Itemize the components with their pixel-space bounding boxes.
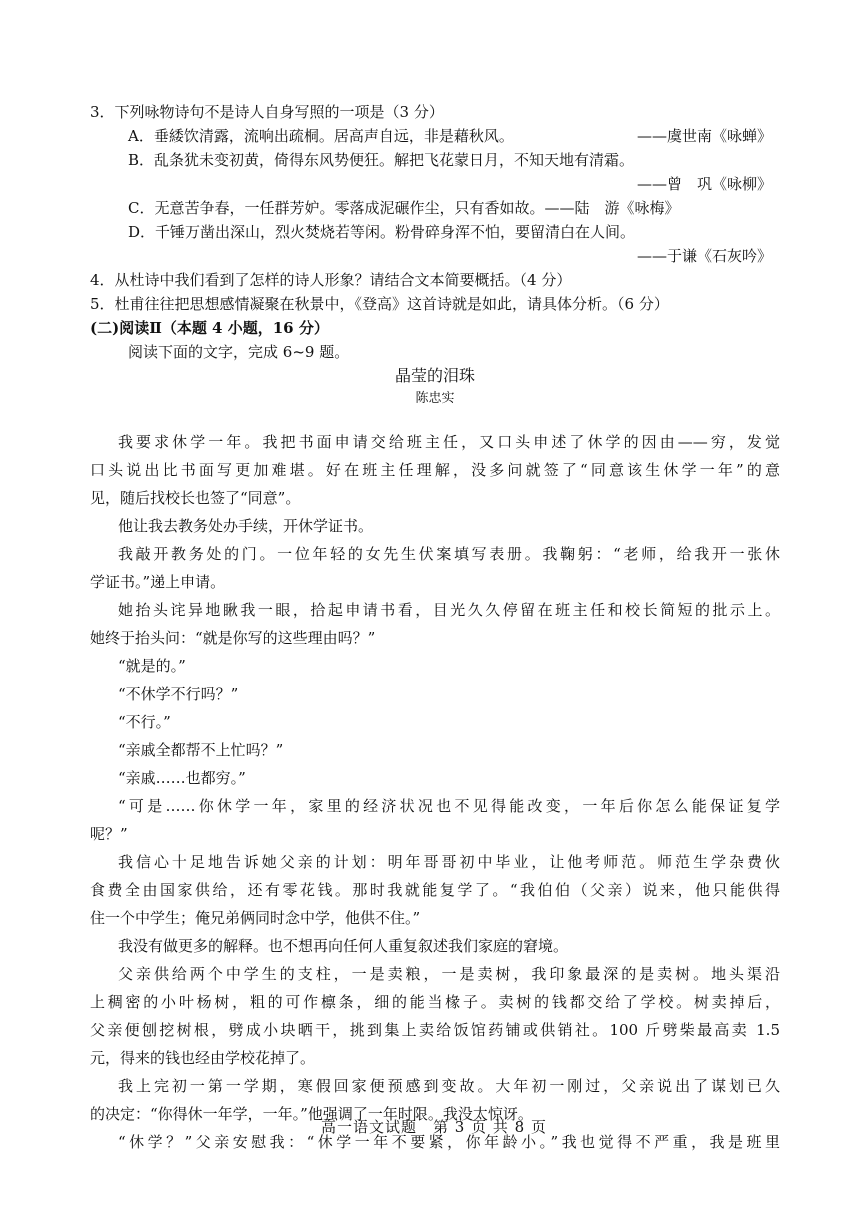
- option-a-source: ——虞世南《咏蝉》: [636, 127, 772, 145]
- paragraph-4: 她抬头诧异地瞅我一眼，拾起申请书看，目光久久停留在班主任和校长简短的批示上。 她终于抬头问：“就是你写的这些理由吗？”: [90, 601, 780, 647]
- question-4: 4．从杜诗中我们看到了怎样的诗人形象？请结合文本简要概括。（4 分）: [90, 271, 572, 289]
- option-b-source: ——曾 巩《咏柳》: [636, 175, 772, 193]
- question-3-stem: 3．下列咏物诗句不是诗人自身写照的一项是（3 分）: [90, 103, 444, 121]
- story-title: 晶莹的泪珠: [394, 366, 475, 385]
- section-instruction: 阅读下面的文字，完成 6~9 题。: [128, 343, 350, 361]
- section-heading: (二)阅读Ⅱ（本题 4 小题，16 分）: [90, 319, 329, 337]
- option-a-row: [90, 124, 780, 148]
- paragraph-9: 我上完初一第一学期，寒假回家便预感到变故。大年初一刚过，父亲说出了谋划已久 的决定：“你得休一年学，一年。”他强调了一年时限。我没太惊讶。: [90, 1077, 780, 1123]
- question-section: [90, 100, 780, 410]
- dialogue-2: “不休学不行吗？”: [118, 685, 239, 703]
- story-author: 陈忠实: [415, 391, 455, 406]
- dialogue-3: “不行。”: [118, 713, 171, 731]
- option-c: C．无意苦争春，一任群芳妒。零落成泥碾作尘，只有香如故。——陆 游《咏梅》: [128, 199, 680, 217]
- dialogue-5: “亲戚……也都穷。”: [118, 769, 246, 787]
- option-d-source: ——于谦《石灰吟》: [636, 247, 772, 265]
- paragraph-10: “休学？”父亲安慰我：“休学一年不要紧，你年龄小。”我也觉得不严重，我是班里: [118, 1133, 780, 1151]
- dialogue-1: “就是的。”: [118, 657, 186, 675]
- page-footer: 高一语文试题 第 3 页 共 8 页: [321, 1118, 547, 1136]
- paragraph-1: 我要求休学一年。我把书面申请交给班主任，又口头申述了休学的因由——穷，发觉 口头说出比书面写更加难堪。好在班主任理解，没多问就签了“同意该生休学一年”的意 见，随后找校长也签了“同意”。: [90, 433, 780, 507]
- story-body: [90, 428, 780, 1156]
- paragraph-7: 我没有做更多的解释。也不想再向任何人重复叙述我们家庭的窘境。: [118, 937, 569, 955]
- paragraph-2: 他让我去教务处办手续，开休学证书。: [118, 517, 374, 535]
- paragraph-6: 我信心十足地告诉她父亲的计划：明年哥哥初中毕业，让他考师范。师范生学杂费伙 食费全由国家供给，还有零花钱。那时我就能复学了。“我伯伯（父亲）说来，他只能供得 住一个中学生；俺兄弟俩同时念中学，他供不住。”: [90, 853, 780, 927]
- paragraph-3: 我敲开教务处的门。一位年轻的女先生伏案填写表册。我鞠躬：“老师，给我开一张休 学证书。”递上申请。: [90, 545, 780, 591]
- question-5: 5．杜甫往往把思想感情凝聚在秋景中，《登高》这首诗就是如此，请具体分析。（6 分）: [90, 295, 669, 313]
- option-d: D．千锤万凿出深山，烈火焚烧若等闲。粉骨碎身浑不怕，要留清白在人间。: [128, 223, 636, 241]
- dialogue-4: “亲戚全都帮不上忙吗？”: [118, 741, 284, 759]
- option-b: B．乱条犹未变初黄，倚得东风势便狂。解把飞花蒙日月，不知天地有清霜。: [128, 151, 635, 169]
- paragraph-5: “可是……你休学一年，家里的经济状况也不见得能改变，一年后你怎么能保证复学 呢？”: [90, 797, 780, 843]
- option-a: A．垂緌饮清露，流响出疏桐。居高声自远，非是藉秋风。: [128, 127, 514, 145]
- paragraph-8: 父亲供给两个中学生的支柱，一是卖粮，一是卖树，我印象最深的是卖树。地头渠沿 上稠密的小叶杨树，粗的可作檩条，细的能当椽子。卖树的钱都交给了学校。树卖掉后， 父亲便刨挖树根，劈成小块晒干，挑到集上卖给饭馆药铺或供销社。100 斤劈柴最高卖 1.5 元，得来的钱也经由学校花掉了。: [90, 965, 780, 1067]
